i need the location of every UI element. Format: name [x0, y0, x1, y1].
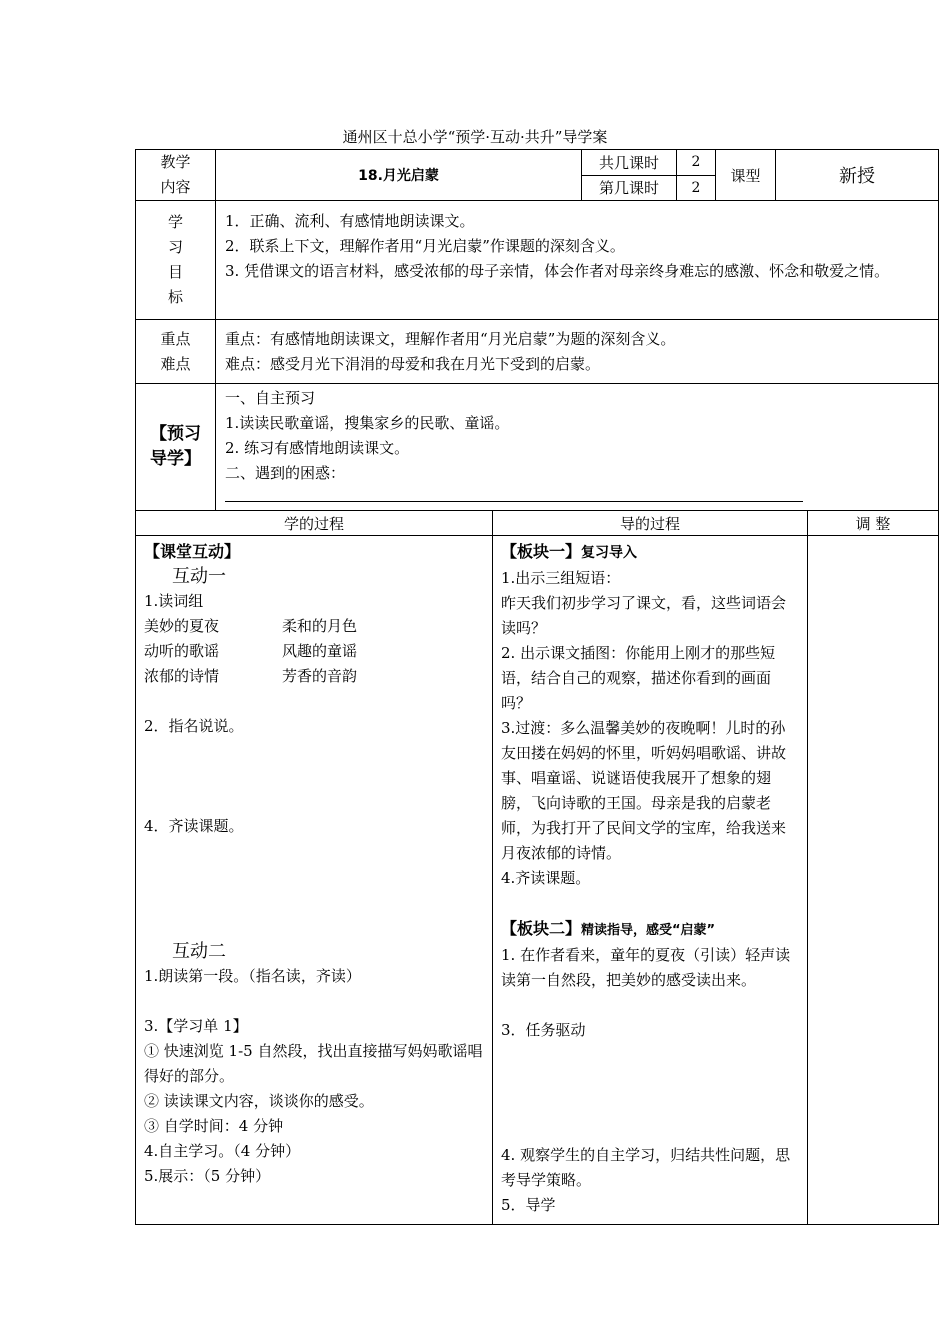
adjust-notes — [808, 536, 939, 1225]
block-two-subtitle: 精读指导，感受“启蒙” — [581, 923, 716, 938]
sheet-item: ① 快速浏览 1-5 自然段，找出直接描写妈妈歌谣唱得好的部分。 — [144, 1042, 483, 1085]
key-points-content — [216, 320, 939, 384]
difficult-point: 难点：感受月光下涓涓的母爱和我在月光下受到的启蒙。 — [225, 354, 601, 373]
word-pair: 动听的歌谣 风趣的童谣 — [144, 642, 358, 660]
preview-content: 一、自主预习 1.读读民歌童谣，搜集家乡的民歌、童谣。 2. 练习有感情地朗读课文。 二、遇到的困惑： — [216, 384, 939, 511]
answer-line — [225, 491, 803, 502]
interaction-one: 互动一 — [172, 566, 226, 587]
word-pair: 美妙的夏夜 柔和的月色 — [144, 617, 358, 635]
goal-item: 1．正确、流利、有感情地朗读课文。 — [225, 212, 475, 230]
block-one-subtitle: 复习导入 — [581, 545, 638, 561]
adjust-column-header: 调 整 — [808, 511, 939, 536]
key-point: 重点：有感情地朗读课文，理解作者用“月光启蒙”为题的深刻含义。 — [225, 329, 676, 348]
learn-column-header: 学的过程 — [136, 511, 493, 536]
word-pair: 浓郁的诗情 芳香的音韵 — [144, 667, 358, 685]
goal-item: 2．联系上下文，理解作者用“月光启蒙”作课题的深刻含义。 — [225, 237, 625, 255]
interaction-two: 互动二 — [172, 941, 226, 962]
guide-process: 【板块一】复习导入 1.出示三组短语： 昨天我们初步学习了课文，看，这些词语会读吗？ 2. 出示课文插图：你能用上刚才的那些短语，结合自己的观察，描述你看到的画面吗？ 3.过渡：多么温馨美妙的夜晚啊！儿时的孙友田搂在妈妈的怀里，听妈妈唱歌谣、讲故事、唱童谣、说谜语使我展开了想象的翅膀，飞向诗歌的王国。母亲是我的启蒙老师，为我打开了民间文学的宝库，给我送来月夜浓郁的诗情。 4.齐读课题。 【板块二】精读指导，感受“启蒙” 1. 在作者看来，童年的夏夜（引读）轻声读读第一自然段，把美妙的感受读出来。 3．任务驱动 4. 观察学生的自主学习，归结共性问题，思考导学策略。 5．导学 — [493, 536, 808, 1225]
document-title: 通州区十总小学“预学·互动·共升”导学案 — [342, 128, 608, 146]
total-hours-label: 共几课时 — [582, 150, 677, 176]
lesson-info-table — [135, 149, 939, 511]
sheet-item: ② 读读课文内容，谈谈你的感受。 — [144, 1092, 374, 1110]
current-hour-value: 2 — [677, 175, 716, 201]
guide-column-header: 导的过程 — [493, 511, 808, 536]
process-table — [135, 510, 939, 1225]
content-label: 教学 内容 — [136, 150, 216, 201]
class-interaction-title: 【课堂互动】 — [144, 542, 241, 561]
goal-item: 3. 凭借课文的语言材料，感受浓郁的母子亲情，体会作者对母亲终身难忘的感激、怀念和敬爱之情。 — [225, 262, 890, 280]
sheet-item: ③ 自学时间：4 分钟 — [144, 1117, 284, 1135]
current-hour-label: 第几课时 — [582, 175, 677, 201]
goals-label: 学 习 目 标 — [136, 201, 216, 320]
total-hours-value: 2 — [677, 150, 716, 176]
block-two-title: 【板块二】 — [501, 919, 582, 938]
learn-process: 【课堂互动】 互动一 1.读词组 美妙的夏夜 柔和的月色 动听的歌谣 风趣的童谣 浓郁的诗情 芳香的音韵 2．指名说说。 4．齐读课题。 互动二 1.朗读第一段。（指名读，齐读） 3.【学习单 1】 ① 快速浏览 1-5 自然段，找出直接描写妈妈歌谣唱得好的部分。 ② 读读课文内容，谈谈你的感受。 ③ 自学时间：4 分钟 4.自主学习。（4 分钟） 5.展示：（5 分钟） — [136, 536, 493, 1225]
preview-label: 【预习 导学】 — [136, 384, 216, 511]
type-label: 课型 — [716, 150, 776, 201]
lesson-title: 18.月光启蒙 — [216, 150, 582, 201]
key-points-label: 重点 难点 — [136, 320, 216, 384]
goals-content — [216, 201, 939, 320]
block-one-title: 【板块一】 — [501, 542, 582, 561]
type-value: 新授 — [776, 150, 939, 201]
